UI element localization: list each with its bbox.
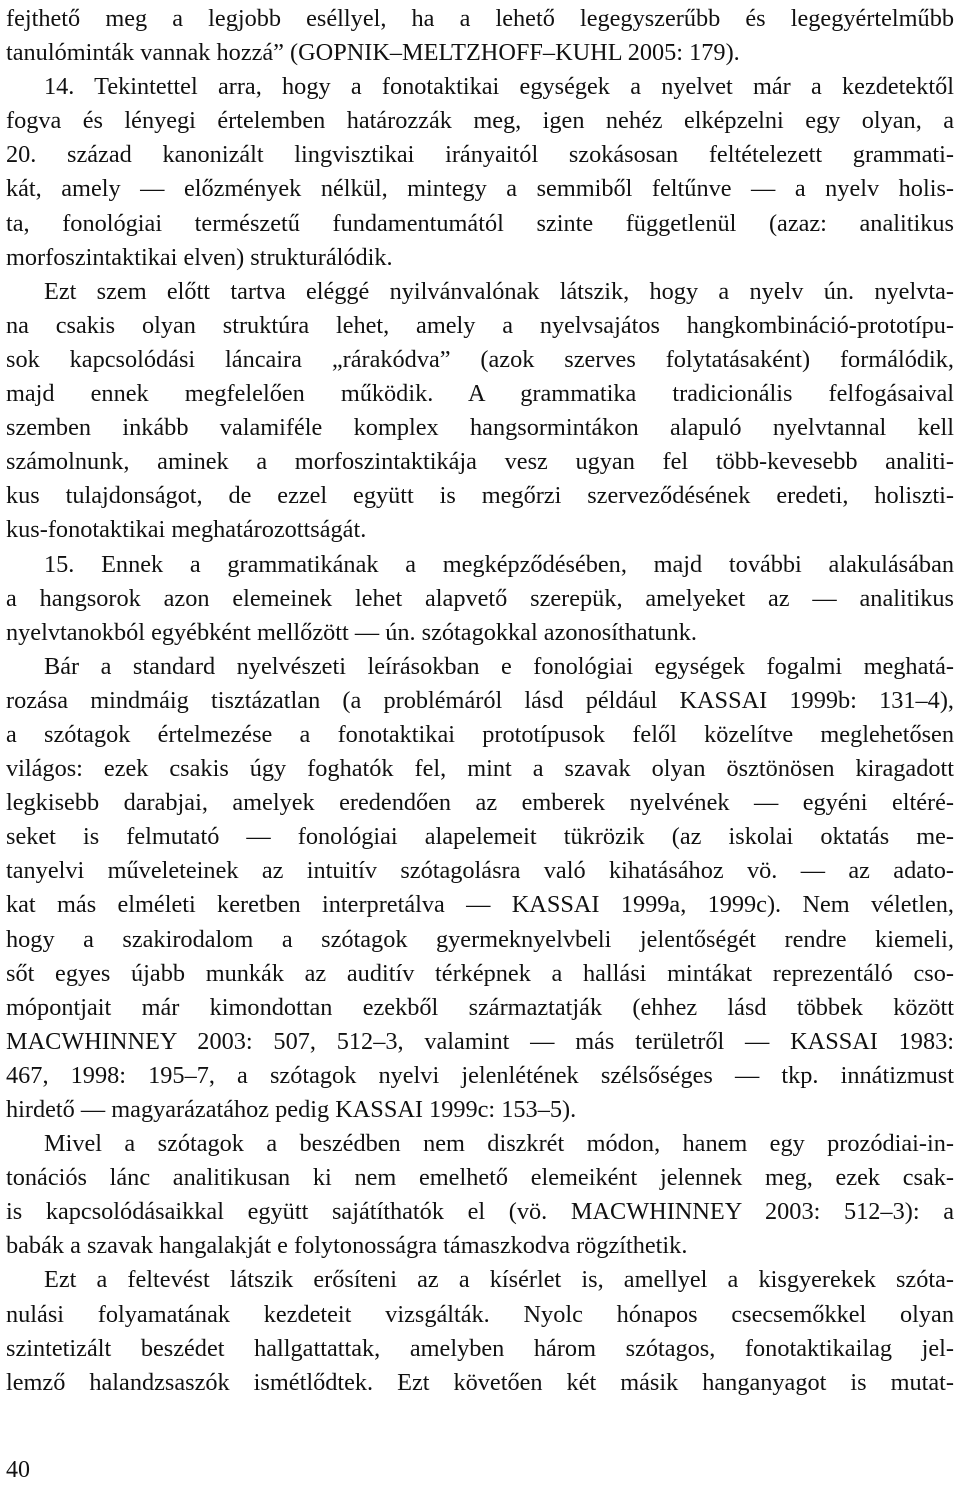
text-line: kus tulajdonságot, de ezzel együtt is megőrzi szerveződésének eredeti, holiszti- [6,482,954,510]
text-line: a hangsorok azon elemeinek lehet alapvető szerepük, amelyeket az — analitikus [6,584,954,612]
text-line: majd ennek megfelelően működik. A grammatika tradicionális felfogásaival [6,380,954,408]
text-line: 15. Ennek a grammatikának a megképződésében, majd további alakulásában [44,550,954,578]
text-line: Bár a standard nyelvészeti leírásokban e fonológiai egységek fogalmi meghatá- [44,652,954,680]
text-line: MACWHINNEY 2003: 507, 512–3, valamint — más területről — KASSAI 1983: [6,1027,954,1055]
text-line: lemző halandzsaszók ismétlődtek. Ezt követően két másik hanganyagot is mutat- [6,1368,954,1396]
text-line: tanulóminták vannak hozzá” (GOPNIK–MELTZHOFF–KUHL 2005: 179). [6,39,740,67]
text-line: szintetizált beszédet hallgattattak, amelyben három szótagos, fonotaktikailag jel- [6,1334,954,1362]
text-line: nyelvtanokból egyébként mellőzött — ún. szótagokkal azonosíthatunk. [6,618,697,646]
text-line: hogy a szakirodalom a szótagok gyermeknyelvbeli jelentőségét rendre kiemeli, [6,925,954,953]
text-line: fogva és lényegi értelemben határozzák meg, igen nehéz elképzelni egy olyan, a [6,107,954,135]
text-line: a szótagok értelmezése a fonotaktikai prototípusok felől közelítve meglehetősen [6,720,954,748]
text-line: mópontjait már kimondottan ezekből származtatják (ehhez lásd többek között [6,993,954,1021]
text-line: kat más elméleti keretben interpretálva — KASSAI 1999a, 1999c). Nem véletlen, [6,891,954,919]
text-line: legkisebb darabjai, amelyek eredendően az emberek nyelvének — egyéni eltéré- [6,789,954,817]
text-body [6,2,954,1400]
text-line: nulási folyamatának kezdeteit vizsgálták. Nyolc hónapos csecsemőkkel olyan [6,1300,954,1328]
text-line: rozása mindmáig tisztázatlan (a problémáról lásd például KASSAI 1999b: 131–4), [6,686,954,714]
text-line: 14. Tekintettel arra, hogy a fonotaktikai egységek a nyelvet már a kezdetektől [44,73,954,101]
text-line: is kapcsolódásaikkal együtt sajátíthatók el (vö. MACWHINNEY 2003: 512–3): a [6,1198,954,1226]
text-line: babák a szavak hangalakját e folytonosságra támaszkodva rögzíthetik. [6,1232,688,1260]
text-line: Mivel a szótagok a beszédben nem diszkrét módon, hanem egy prozódiai-in- [44,1130,954,1158]
text-line: Ezt a feltevést látszik erősíteni az a kísérlet is, amellyel a kisgyerekek szóta- [44,1266,954,1294]
text-line: világos: ezek csakis úgy foghatók fel, mint a szavak olyan ösztönösen kiragadott [6,755,954,783]
text-line: ta, fonológiai természetű fundamentumától szinte függetlenül (azaz: analitikus [6,209,954,237]
page-number: 40 [6,1457,30,1483]
text-line: tanyelvi műveleteinek az intuitív szótagolásra való kihatásához vö. — az adato- [6,857,954,885]
document-page [6,0,954,1400]
text-line: hirdető — magyarázatához pedig KASSAI 1999c: 153–5). [6,1096,577,1123]
text-line: sok kapcsolódási láncaira „rárakódva” (azok szerves folytatásaként) formálódik, [6,345,954,373]
text-line: 20. század kanonizált lingvisztikai irányaitól szokásosan feltételezett grammati- [6,141,954,169]
text-line: kát, amely — előzmények nélkül, mintegy a semmiből feltűnve — a nyelv holis- [6,175,954,203]
text-line: fejthető meg a legjobb eséllyel, ha a lehető legegyszerűbb és legegyértelműbb [6,5,954,32]
text-line: morfoszintaktikai elven) strukturálódik. [6,243,393,271]
text-line: Ezt szem előtt tartva eléggé nyilvánvalónak látszik, hogy a nyelv ún. nyelvta- [44,277,954,305]
text-line: seket is felmutató — fonológiai alapelemeit tükrözik (az iskolai oktatás me- [6,823,954,851]
text-line: tonációs lánc analitikusan ki nem emelhető elemeiként jelennek meg, ezek csak- [6,1164,954,1192]
text-line: na csakis olyan struktúra lehet, amely a nyelvsajátos hangkombináció-prototípu- [6,311,954,339]
text-line: 467, 1998: 195–7, a szótagok nyelvi jelenlétének szélsőséges — tkp. innátizmust [6,1061,954,1089]
text-line: sőt egyes újabb munkák az auditív térképnek a hallási mintákat reprezentáló cso- [6,959,954,987]
text-line: szemben inkább valamiféle komplex hangsormintákon alapuló nyelvtannal kell [6,414,954,442]
text-line: számolnunk, aminek a morfoszintaktikája vesz ugyan fel több-kevesebb analiti- [6,448,954,476]
text-line: kus-fonotaktikai meghatározottságát. [6,516,367,544]
